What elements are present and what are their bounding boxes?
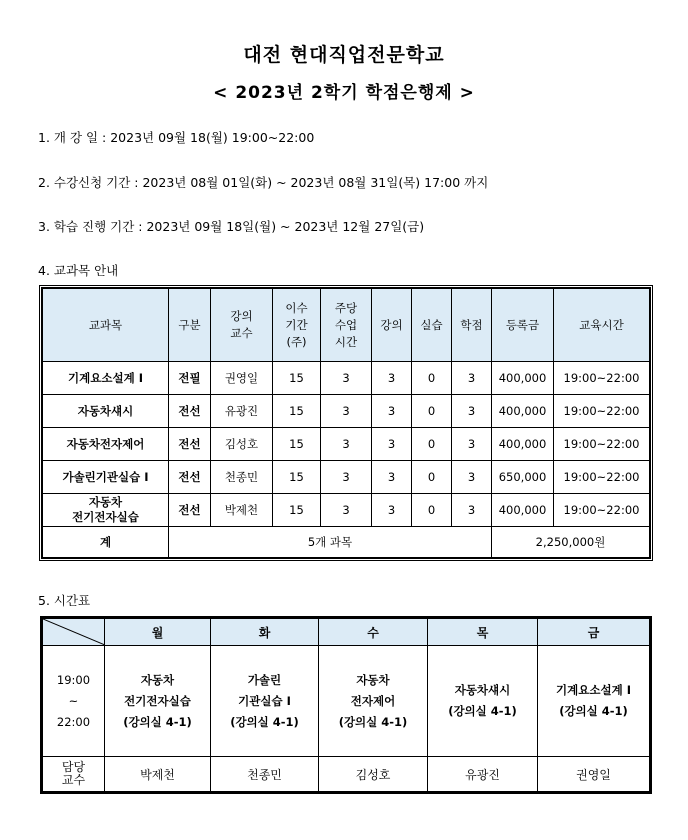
day-header: 화 [211, 619, 319, 646]
col-header: 교육시간 [554, 289, 650, 362]
document-title: 대전 현대직업전문학교 [243, 44, 445, 66]
course-cell: 0 [412, 428, 452, 461]
course-cell: 전필 [169, 362, 211, 395]
class-cell: 자동차 전자제어 (강의실 4-1) [319, 646, 428, 757]
course-cell: 0 [412, 461, 452, 494]
day-header: 목 [428, 619, 538, 646]
class-cell: 기계요소설계 Ⅰ (강의실 4-1) [538, 646, 650, 757]
course-cell: 400,000 [492, 395, 554, 428]
course-cell: 전선 [169, 461, 211, 494]
course-cell: 3 [452, 461, 492, 494]
course-cell: 3 [452, 494, 492, 527]
diagonal-line [43, 619, 105, 645]
course-cell: 김성호 [211, 428, 273, 461]
course-cell: 19:00~22:00 [554, 428, 650, 461]
course-cell: 0 [412, 494, 452, 527]
time-cell: 19:00 ~ 22:00 [43, 646, 105, 757]
course-cell: 전선 [169, 428, 211, 461]
timetable-header [43, 619, 650, 646]
col-header: 등록금 [492, 289, 554, 362]
professor-cell: 천종민 [211, 757, 319, 792]
course-row [43, 494, 650, 527]
course-name: 가솔린기관실습 Ⅰ [43, 461, 169, 494]
study-period: 3. 학습 진행 기간 : 2023년 09월 18일(월) ~ 2023년 12월 27일(금) [38, 219, 425, 234]
course-cell: 박제천 [211, 494, 273, 527]
course-row [43, 461, 650, 494]
course-name: 자동차섀시 [43, 395, 169, 428]
course-cell: 3 [321, 395, 372, 428]
course-cell: 유광진 [211, 395, 273, 428]
course-cell: 15 [273, 428, 321, 461]
day-header: 수 [319, 619, 428, 646]
course-name: 기계요소설계 Ⅰ [43, 362, 169, 395]
course-cell: 0 [412, 362, 452, 395]
course-row [43, 362, 650, 395]
course-cell: 3 [372, 395, 412, 428]
col-header: 실습 [412, 289, 452, 362]
course-cell: 19:00~22:00 [554, 494, 650, 527]
course-cell: 3 [372, 461, 412, 494]
course-cell: 19:00~22:00 [554, 461, 650, 494]
course-cell: 3 [452, 428, 492, 461]
day-header: 금 [538, 619, 650, 646]
total-label: 계 [43, 527, 169, 558]
course-cell: 3 [321, 461, 372, 494]
course-name: 자동차전자제어 [43, 428, 169, 461]
course-table-header [43, 289, 650, 362]
col-header: 교과목 [43, 289, 169, 362]
course-cell: 3 [321, 428, 372, 461]
class-cell: 가솔린 기관실습 Ⅰ (강의실 4-1) [211, 646, 319, 757]
course-cell: 15 [273, 362, 321, 395]
course-table [42, 288, 650, 558]
timetable-professor-row [43, 757, 650, 792]
col-header: 강의 교수 [211, 289, 273, 362]
course-cell: 400,000 [492, 362, 554, 395]
course-cell: 3 [372, 494, 412, 527]
document-subtitle: < 2023년 2학기 학점은행제 > [213, 83, 475, 103]
course-cell: 650,000 [492, 461, 554, 494]
course-total-row [43, 527, 650, 558]
course-cell: 15 [273, 461, 321, 494]
total-fee: 2,250,000원 [492, 527, 650, 558]
class-cell: 자동차 전기전자실습 (강의실 4-1) [105, 646, 211, 757]
course-name: 자동차 전기전자실습 [43, 494, 169, 527]
day-header: 월 [105, 619, 211, 646]
course-cell: 3 [452, 362, 492, 395]
course-cell: 3 [372, 428, 412, 461]
class-cell: 자동차섀시 (강의실 4-1) [428, 646, 538, 757]
col-header: 구분 [169, 289, 211, 362]
course-cell: 천종민 [211, 461, 273, 494]
course-row [43, 428, 650, 461]
timetable [42, 618, 650, 792]
course-cell: 전선 [169, 494, 211, 527]
registration-period: 2. 수강신청 기간 : 2023년 08월 01일(화) ~ 2023년 08월 31일(목) 17:00 까지 [38, 175, 489, 190]
col-header: 이수 기간 (주) [273, 289, 321, 362]
col-header: 주당 수업 시간 [321, 289, 372, 362]
professor-cell: 권영일 [538, 757, 650, 792]
course-cell: 19:00~22:00 [554, 395, 650, 428]
course-cell: 3 [321, 362, 372, 395]
course-cell: 400,000 [492, 428, 554, 461]
timetable-class-row [43, 646, 650, 757]
course-cell: 19:00~22:00 [554, 362, 650, 395]
course-cell: 15 [273, 494, 321, 527]
course-cell: 400,000 [492, 494, 554, 527]
course-cell: 권영일 [211, 362, 273, 395]
total-course-count: 5개 과목 [169, 527, 492, 558]
course-cell: 3 [452, 395, 492, 428]
course-cell: 전선 [169, 395, 211, 428]
opening-date: 1. 개 강 일 : 2023년 09월 18(월) 19:00~22:00 [38, 130, 315, 145]
corner-cell [43, 619, 105, 646]
section-heading-courses: 4. 교과목 안내 [38, 263, 119, 278]
col-header: 학점 [452, 289, 492, 362]
professor-cell: 박제천 [105, 757, 211, 792]
course-cell: 3 [372, 362, 412, 395]
course-cell: 3 [321, 494, 372, 527]
course-cell: 0 [412, 395, 452, 428]
professor-cell: 김성호 [319, 757, 428, 792]
col-header: 강의 [372, 289, 412, 362]
professor-label: 담당 교수 [43, 757, 105, 792]
course-row [43, 395, 650, 428]
course-cell: 15 [273, 395, 321, 428]
professor-cell: 유광진 [428, 757, 538, 792]
section-heading-timetable: 5. 시간표 [38, 593, 91, 608]
